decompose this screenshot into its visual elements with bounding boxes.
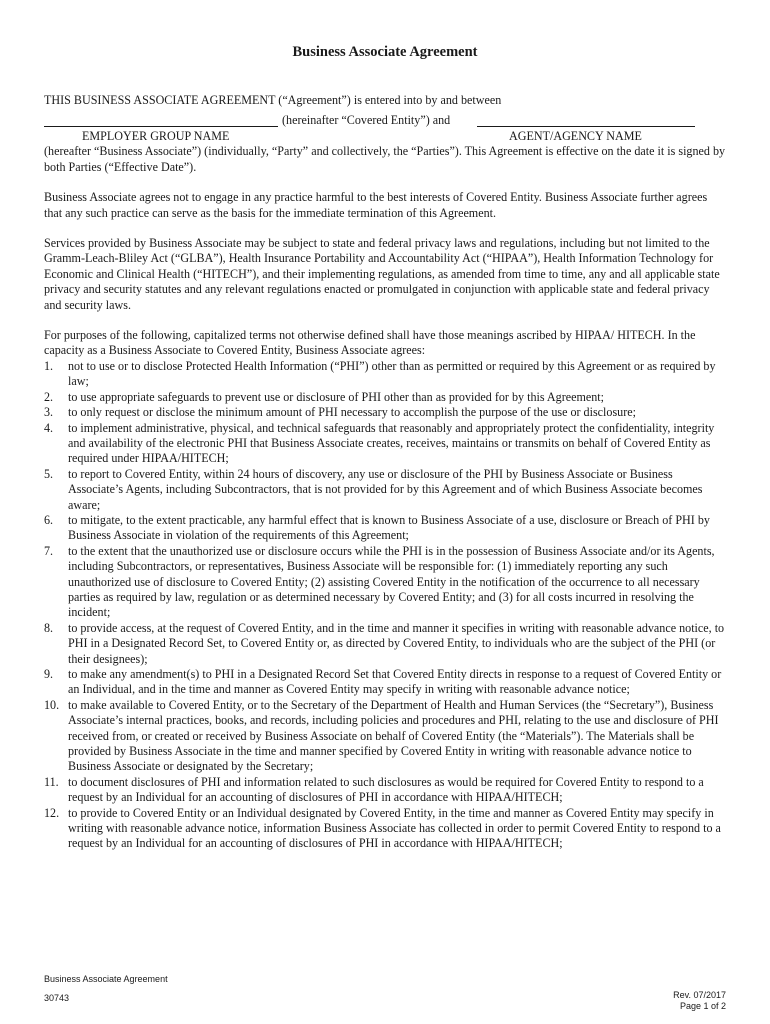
list-item-number: 1.: [44, 358, 54, 373]
list-item-number: 8.: [44, 620, 54, 635]
list-item-number: 4.: [44, 420, 54, 435]
list-item-text: to make any amendment(s) to PHI in a Designated Record Set that Covered Entity directs in response to a request of Covered Entity or an Individual, and in the time and manner as Covered Entity may specify in writing with reasonable advance notice;: [68, 667, 722, 697]
footer-form-code: 30743: [44, 993, 70, 1003]
list-item-text: to implement administrative, physical, and technical safeguards that reasonably and appropriately protect the confidentiality, integrity and availability of the electronic PHI that Business Associate creates, receives, maintains or transmits on behalf of Covered Entity as required under HIPAA/HITECH;: [68, 420, 715, 466]
purposes-paragraph: For purposes of the following, capitalized terms not otherwise defined shall have those meanings ascribed by HIPAA/ HITECH. In the capacity as a Business Associate to Covered Entity, Business Associate agrees:: [44, 328, 696, 358]
obligations-list: [44, 359, 728, 852]
services-paragraph: Services provided by Business Associate may be subject to state and federal privacy laws and regulations, including but not limited to the Gramm-Leach-Bliley Act (“GLBA”), Health Insurance Portability and Accountability Act (“HIPAA”), Health Information Technology for Economic and Clinical Health (“HITECH”), and their implementing regulations, as amended from time to time, any and all applicable state privacy and security statutes and any relevant regulations enacted or promulgated in conjunction with applicable state and federal privacy and security laws.: [44, 236, 720, 312]
footer-revision: Rev. 07/2017: [673, 990, 726, 1000]
party-labels-row: [44, 129, 728, 144]
list-item: [44, 421, 728, 467]
list-item: [44, 405, 728, 420]
list-item: [44, 513, 728, 544]
hereinafter-covered-entity: (hereinafter “Covered Entity”) and: [282, 113, 451, 128]
list-item: [44, 621, 728, 667]
document-body: [44, 93, 728, 852]
list-item-text: to report to Covered Entity, within 24 hours of discovery, any use or disclosure of the PHI by Business Associate or Business Associate’s Agents, including Subcontractors, that is not provided for by this Agreement and of which Business Associate becomes aware;: [68, 466, 703, 512]
list-item-text: to make available to Covered Entity, or to the Secretary of the Department of Health and Human Services (the “Secretary”), Business Associate’s internal practices, books, and records, including policies and procedures and PHI, relating to the use and disclosure of PHI received from, or created or received by Business Associate on behalf of Covered Entity (the “Materials”). The Materials shall be provided by Business Associate in the time and manner specified by Covered Entity in writing with reasonable advance notice to Business Associate or designated by the Secretary;: [68, 697, 719, 774]
list-item-number: 3.: [44, 405, 54, 420]
list-item-number: 6.: [44, 512, 54, 527]
list-item: [44, 775, 728, 806]
list-item-number: 5.: [44, 466, 54, 481]
list-item: [44, 698, 728, 775]
list-item-number: 11.: [44, 774, 59, 789]
list-item-text: to the extent that the unauthorized use or disclosure occurs while the PHI is in the possession of Business Associate and/or its Agents, including Subcontractors, or representatives, Business Associate will be responsible for: (1) immediately reporting any such unauthorized use of disclosure to Covered Entity; (2) assisting Covered Entity in the notification of the occurrence to all necessary parties as required by law, regulation or as determined necessary by Covered Entity; and (3) for all costs incurred in resolving the incident;: [68, 543, 715, 620]
list-item: [44, 359, 728, 390]
list-item: [44, 806, 728, 852]
list-item-number: 12.: [44, 805, 60, 820]
document-title: Business Associate Agreement: [292, 44, 478, 60]
list-item-text: to provide to Covered Entity or an Individual designated by Covered Entity, in the time and manner as Covered Entity may specify in writing with reasonable advance notice, information Business Associate has collected in order to permit Covered Entity to respond to a request by an Individual for an accounting of disclosures of PHI in accordance with HIPAA/HITECH;: [68, 805, 721, 851]
footer-doc-name: Business Associate Agreement: [44, 974, 168, 984]
list-item-number: 7.: [44, 543, 54, 558]
list-item: [44, 467, 728, 513]
intro-entered-line: THIS BUSINESS ASSOCIATE AGREEMENT (“Agreement”) is entered into by and between: [44, 93, 502, 107]
not-engage-paragraph: Business Associate agrees not to engage in any practice harmful to the best interests of Covered Entity. Business Associate further agrees that any such practice can serve as the basis for the immediate termination of this Agreement.: [44, 190, 708, 220]
list-item: [44, 667, 728, 698]
employer-group-name-blank[interactable]: [44, 126, 278, 127]
agent-agency-name-label: AGENT/AGENCY NAME: [509, 129, 642, 144]
list-item-number: 9.: [44, 667, 54, 681]
party-blanks-row: [44, 113, 728, 129]
list-item-text: to document disclosures of PHI and information related to such disclosures as would be required for Covered Entity to respond to a request by an Individual for an accounting of disclosures of PHI in accordance with HIPAA/HITECH;: [68, 774, 704, 805]
effective-date-paragraph: (hereafter “Business Associate”) (individually, “Party” and collectively, the “Parties”). This Agreement is effective on the date it is signed by both Parties (“Effective Date”).: [44, 144, 726, 174]
footer-right: [673, 990, 726, 1012]
footer-left: [44, 974, 168, 1004]
footer-page-number: Page 1 of 2: [679, 1001, 726, 1011]
list-item-text: to only request or disclose the minimum amount of PHI necessary to accomplish the purpose of the use or disclosure;: [68, 405, 636, 420]
list-item: [44, 390, 728, 405]
list-item-number: 2.: [44, 389, 54, 404]
list-item-text: to mitigate, to the extent practicable, any harmful effect that is known to Business Associate of a use, disclosure or Breach of PHI by Business Associate in violation of the requirements of this Agreement;: [68, 512, 710, 543]
list-item-text: not to use or to disclose Protected Health Information (“PHI”) other than as permitted or required by this Agreement or as required by law;: [68, 358, 716, 389]
employer-group-name-label: EMPLOYER GROUP NAME: [82, 129, 230, 144]
list-item-text: to use appropriate safeguards to prevent use or disclosure of PHI other than as provided for by this Agreement;: [68, 389, 605, 404]
list-item-number: 10.: [44, 697, 60, 712]
list-item-text: to provide access, at the request of Covered Entity, and in the time and manner it specifies in writing with reasonable advance notice, to PHI in a Designated Record Set, to Covered Entity or, as directed by Covered Entity, to individuals who are the subject of the PHI (or their designees);: [68, 620, 725, 666]
list-item: [44, 544, 728, 621]
agent-agency-name-blank[interactable]: [477, 126, 695, 127]
